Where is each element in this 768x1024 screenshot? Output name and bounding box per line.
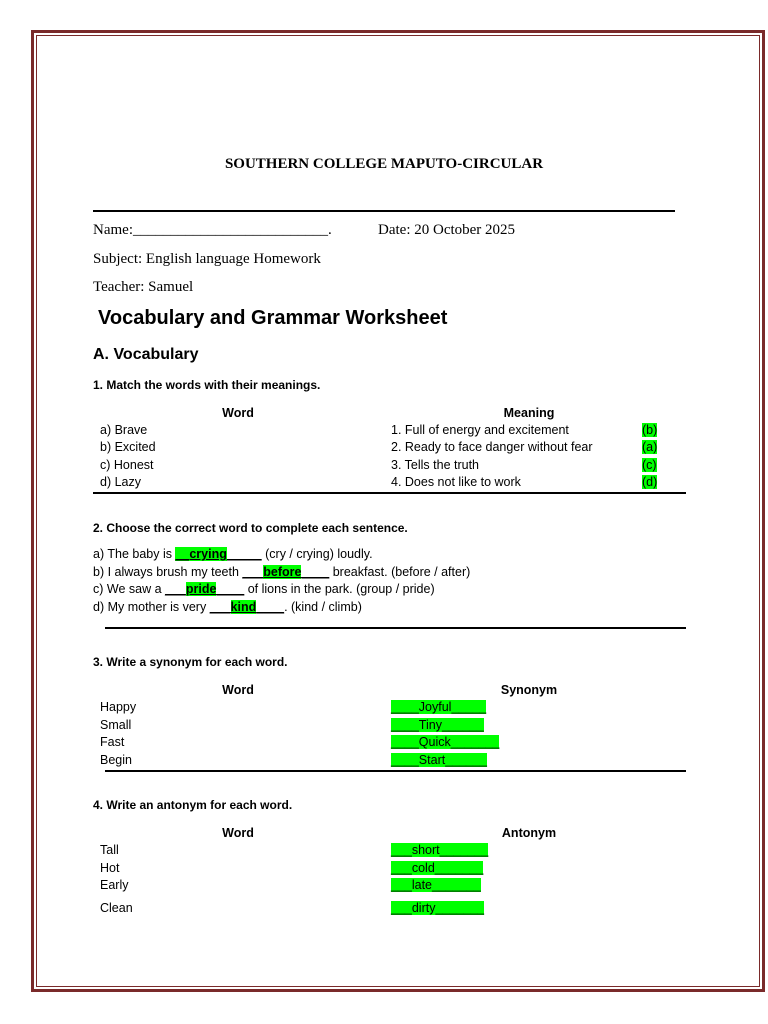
q2-sentence [93, 565, 470, 579]
q2-blank-post: ____ [256, 600, 285, 614]
q2-prompt: 2. Choose the correct word to complete each sentence. [93, 521, 408, 535]
q2-blank-post: _____ [226, 547, 262, 561]
q3-word: Begin [100, 753, 132, 767]
date-label: Date: 20 October 2025 [378, 222, 516, 238]
q4-answer[interactable]: ___dirty_______ [391, 901, 485, 915]
q2-sentence [93, 600, 362, 614]
q1-answer[interactable]: (b) [642, 423, 658, 437]
q2-text-pre: a) The baby is [93, 547, 176, 561]
q3-answer[interactable]: ____Joyful_____ [391, 700, 487, 714]
q2-answer[interactable]: crying [189, 547, 227, 561]
q3-answer[interactable]: ____Quick_______ [391, 735, 500, 749]
teacher-label: Teacher: Samuel [93, 279, 194, 295]
q2-text-post: . (kind / climb) [284, 600, 362, 614]
q1-word: d) Lazy [100, 475, 141, 489]
q2-text-pre: c) We saw a [93, 582, 166, 596]
q2-text-post: of lions in the park. (group / pride) [244, 582, 435, 596]
q1-col-meaning: Meaning [503, 406, 555, 420]
q1-answer[interactable]: (d) [642, 475, 658, 489]
worksheet-title: Vocabulary and Grammar Worksheet [98, 307, 448, 329]
q3-col-synonym: Synonym [500, 683, 558, 697]
school-name: SOUTHERN COLLEGE MAPUTO-CIRCULAR [224, 156, 544, 172]
q3-answer[interactable]: ____Start______ [391, 753, 487, 767]
q2-text-pre: d) My mother is very [93, 600, 210, 614]
q4-word: Hot [100, 861, 120, 875]
q2-blank-post: ____ [216, 582, 245, 596]
q1-answer[interactable]: (c) [642, 458, 657, 472]
q1-meaning: 2. Ready to face danger without fear [391, 440, 593, 454]
q2-text-pre: b) I always brush my teeth [93, 565, 243, 579]
q1-prompt: 1. Match the words with their meanings. [93, 378, 321, 392]
q1-meaning: 1. Full of energy and excitement [391, 423, 569, 437]
q2-text-post: (cry / crying) loudly. [261, 547, 373, 561]
q2-blank-pre: ___ [242, 565, 264, 579]
q4-answer[interactable]: ___short_______ [391, 843, 489, 857]
q4-prompt: 4. Write an antonym for each word. [93, 798, 293, 812]
q1-meaning: 4. Does not like to work [391, 475, 521, 489]
q1-meaning: 3. Tells the truth [391, 458, 480, 472]
q3-prompt: 3. Write a synonym for each word. [93, 655, 288, 669]
q2-rule [105, 627, 686, 629]
q2-answer[interactable]: pride [185, 582, 217, 596]
q4-col-word: Word [222, 826, 254, 840]
q3-table-rule [105, 770, 686, 772]
header-divider [93, 210, 675, 212]
q1-word: b) Excited [100, 440, 156, 454]
q4-answer[interactable]: ___late_______ [391, 878, 481, 892]
q2-answer[interactable]: before [263, 565, 302, 579]
subject-label: Subject: English language Homework [93, 251, 321, 267]
q4-word: Tall [100, 843, 119, 857]
q2-blank-pre: __ [175, 547, 190, 561]
q3-col-word: Word [222, 683, 254, 697]
q3-word: Happy [100, 700, 137, 714]
q3-word: Small [100, 718, 132, 732]
q4-word: Clean [100, 901, 133, 915]
q1-table-rule [93, 492, 686, 494]
section-a-heading: A. Vocabulary [93, 346, 199, 363]
q4-answer[interactable]: ___cold_______ [391, 861, 484, 875]
q3-word: Fast [100, 735, 125, 749]
q2-answer[interactable]: kind [230, 600, 257, 614]
q2-blank-pre: ___ [209, 600, 231, 614]
q1-col-word: Word [222, 406, 254, 420]
q1-word: a) Brave [100, 423, 148, 437]
name-field[interactable]: Name:__________________________. [93, 222, 332, 238]
q2-sentence [93, 547, 373, 561]
q2-sentence [93, 582, 435, 596]
q2-blank-pre: ___ [165, 582, 186, 596]
q2-blank-post: ____ [301, 565, 330, 579]
q3-answer[interactable]: ____Tiny______ [391, 718, 484, 732]
q4-col-antonym: Antonym [501, 826, 557, 840]
q1-answer[interactable]: (a) [642, 440, 658, 454]
q1-word: c) Honest [100, 458, 154, 472]
q4-word: Early [100, 878, 129, 892]
q2-text-post: breakfast. (before / after) [329, 565, 471, 579]
